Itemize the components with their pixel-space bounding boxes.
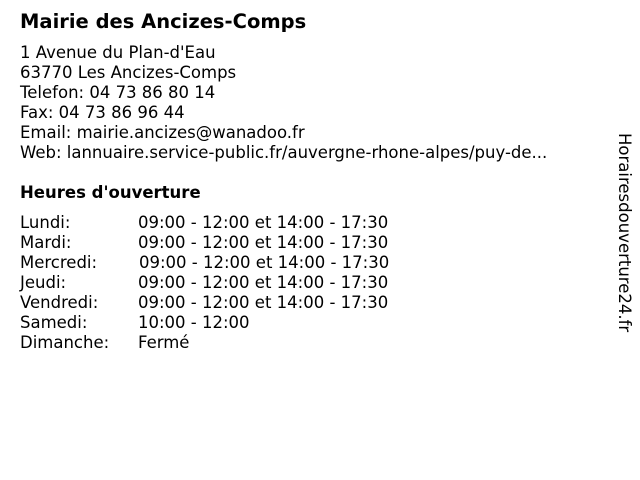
page-title: Mairie des Ancizes-Comps bbox=[20, 10, 307, 33]
time-value: Fermé bbox=[138, 333, 190, 352]
day-label: Lundi: bbox=[20, 213, 71, 232]
time-value: 10:00 - 12:00 bbox=[138, 313, 250, 332]
time-value: 09:00 - 12:00 et 14:00 - 17:30 bbox=[139, 253, 390, 272]
time-value: 09:00 - 12:00 et 14:00 - 17:30 bbox=[138, 273, 389, 292]
address-street: 1 Avenue du Plan-d'Eau bbox=[20, 43, 216, 62]
day-label: Dimanche: bbox=[20, 333, 110, 352]
address-fax: Fax: 04 73 86 96 44 bbox=[20, 103, 185, 122]
day-label: Samedi: bbox=[20, 313, 88, 332]
time-value: 09:00 - 12:00 et 14:00 - 17:30 bbox=[138, 213, 389, 232]
address-city: 63770 Les Ancizes-Comps bbox=[20, 63, 237, 82]
address-block bbox=[20, 43, 547, 163]
time-value: 09:00 - 12:00 et 14:00 - 17:30 bbox=[138, 293, 389, 312]
side-brand-watermark: Horairesdouverture24.fr bbox=[615, 133, 634, 333]
day-label: Mardi: bbox=[20, 233, 72, 252]
day-label: Vendredi: bbox=[20, 293, 99, 312]
address-phone: Telefon: 04 73 86 80 14 bbox=[20, 83, 216, 102]
address-email: Email: mairie.ancizes@wanadoo.fr bbox=[20, 123, 305, 142]
hours-heading: Heures d'ouverture bbox=[20, 183, 201, 202]
day-label: Mercredi: bbox=[20, 253, 98, 272]
day-label: Jeudi: bbox=[20, 273, 67, 292]
address-web: Web: lannuaire.service-public.fr/auvergne-rhone-alpes/puy-de... bbox=[20, 143, 548, 162]
time-value: 09:00 - 12:00 et 14:00 - 17:30 bbox=[138, 233, 389, 252]
